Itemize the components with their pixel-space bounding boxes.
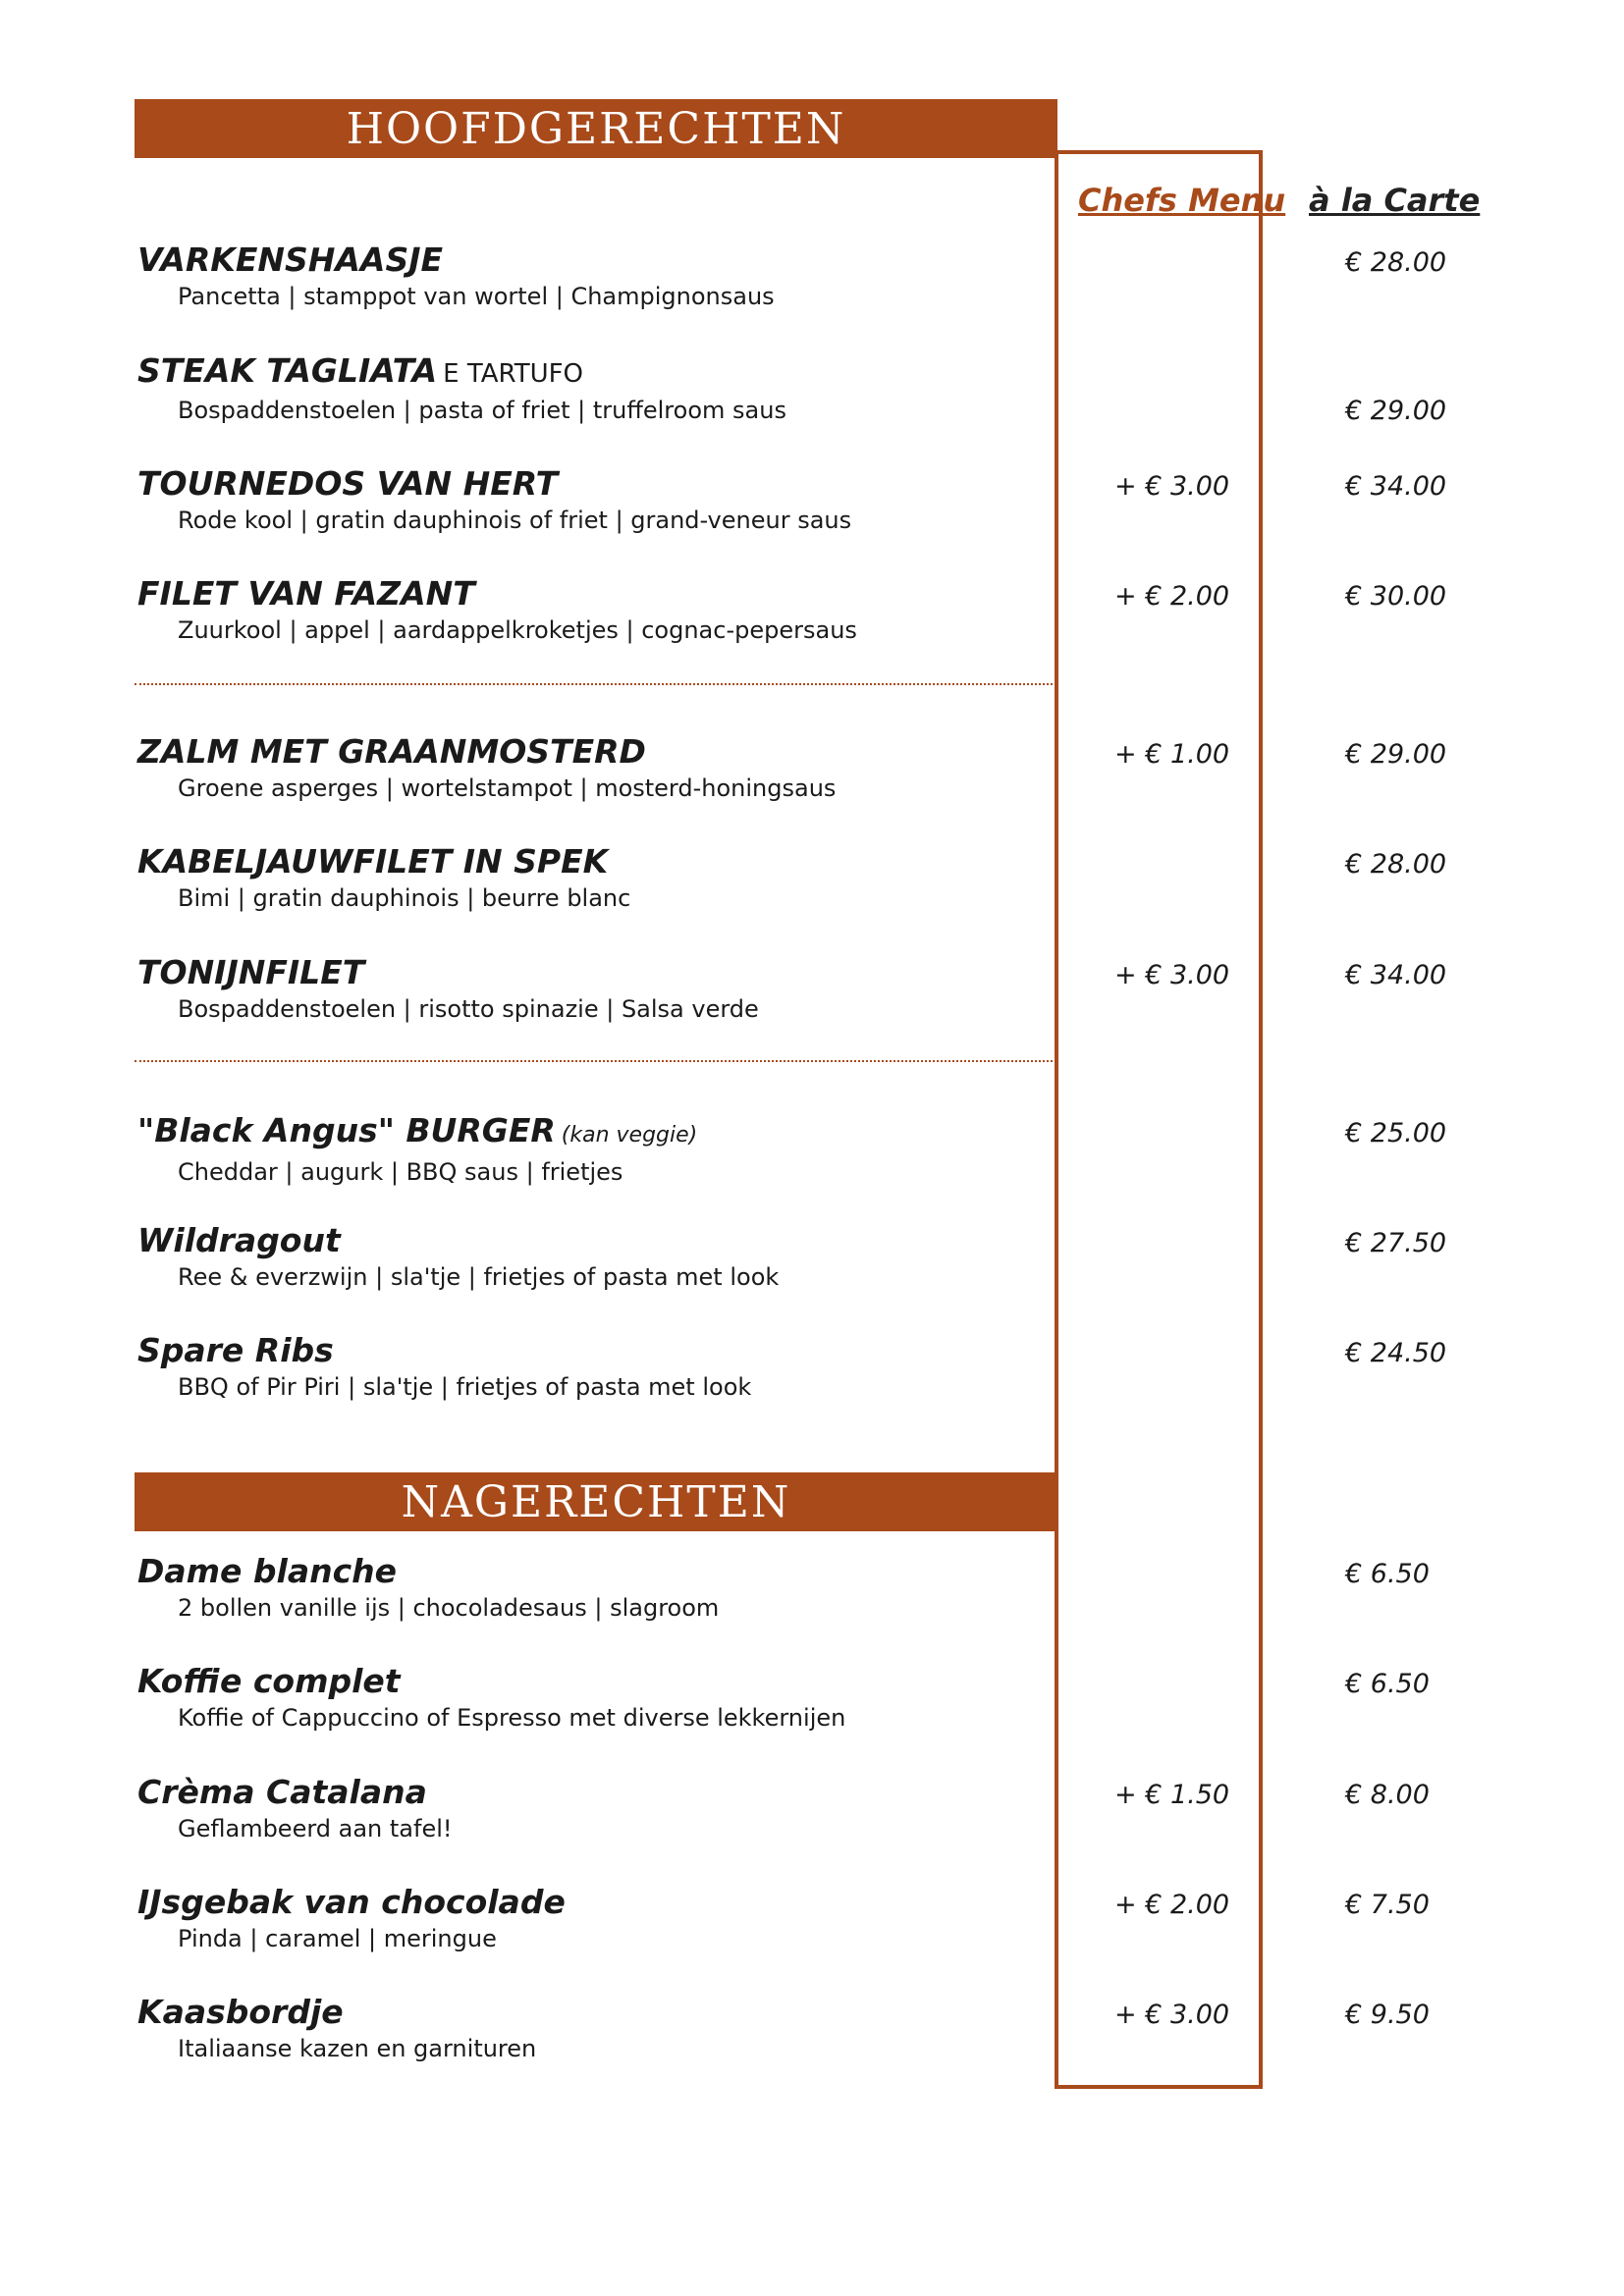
price-chefs-menu: + € 3.00 (1114, 2000, 1230, 2030)
price-chefs-menu: + € 2.00 (1114, 1890, 1230, 1920)
item-name: TONIJNFILET (137, 953, 365, 991)
section-divider (135, 1060, 1053, 1062)
item-description: Groene asperges | wortelstampot | mosterd-honingsaus (178, 774, 837, 802)
price-a-la-carte: € 7.50 (1345, 1890, 1430, 1920)
item-description: Geflambeerd aan tafel! (178, 1815, 453, 1842)
price-chefs-menu: + € 3.00 (1114, 960, 1230, 990)
item-name (137, 351, 1060, 394)
menu-item (137, 953, 1060, 1026)
price-chefs-menu: + € 3.00 (1114, 471, 1230, 502)
item-name: ZALM MET GRAANMOSTERD (137, 732, 646, 771)
item-description: Koffie of Cappuccino of Espresso met diverse lekkernijen (178, 1704, 846, 1732)
menu-item (137, 240, 1060, 313)
item-description: 2 bollen vanille ijs | chocoladesaus | slagroom (178, 1594, 720, 1622)
price-a-la-carte: € 25.00 (1345, 1118, 1447, 1148)
price-a-la-carte: € 29.00 (1345, 396, 1447, 426)
item-description: BBQ of Pir Piri | sla'tje | frietjes of pasta met look (178, 1373, 752, 1401)
menu-item (137, 1883, 1060, 1955)
price-chefs-menu: + € 2.00 (1114, 581, 1230, 612)
menu-item (137, 842, 1060, 915)
item-name-suffix: (kan veggie) (561, 1123, 698, 1148)
menu-item (137, 732, 1060, 805)
item-name: Koffie complet (137, 1662, 401, 1700)
price-a-la-carte: € 24.50 (1345, 1338, 1447, 1368)
item-description: Italiaanse kazen en garnituren (178, 2035, 537, 2062)
item-description: Bospaddenstoelen | risotto spinazie | Salsa verde (178, 995, 759, 1023)
item-name: Wildragout (137, 1221, 341, 1259)
column-header-a-la-carte: à la Carte (1309, 182, 1481, 219)
menu-item (137, 1993, 1060, 2065)
item-name-main: STEAK TAGLIATA (137, 351, 438, 390)
menu-item (137, 1773, 1060, 1845)
price-a-la-carte: € 6.50 (1345, 1669, 1430, 1699)
item-name: VARKENSHAASJE (137, 240, 444, 279)
price-a-la-carte: € 6.50 (1345, 1559, 1430, 1589)
menu-item (137, 1552, 1060, 1625)
menu-item (137, 574, 1060, 647)
item-description: Pancetta | stamppot van wortel | Champignonsaus (178, 283, 775, 310)
menu-item (137, 1111, 1060, 1189)
price-a-la-carte: € 28.00 (1345, 849, 1447, 880)
item-name: TOURNEDOS VAN HERT (137, 464, 559, 503)
price-a-la-carte: € 34.00 (1345, 960, 1447, 990)
item-description: Bospaddenstoelen | pasta of friet | truffelroom saus (178, 397, 786, 424)
price-a-la-carte: € 34.00 (1345, 471, 1447, 502)
section-divider (135, 683, 1053, 685)
item-name: Kaasbordje (137, 1993, 344, 2031)
item-name: Crèma Catalana (137, 1773, 427, 1811)
section-header-nagerechten: NAGERECHTEN (135, 1472, 1057, 1531)
price-a-la-carte: € 8.00 (1345, 1780, 1430, 1810)
price-a-la-carte: € 28.00 (1345, 247, 1447, 278)
item-name: Dame blanche (137, 1552, 398, 1590)
item-name: IJsgebak van chocolade (137, 1883, 566, 1921)
item-description: Bimi | gratin dauphinois | beurre blanc (178, 884, 631, 912)
price-chefs-menu: + € 1.50 (1114, 1780, 1230, 1810)
price-chefs-menu: + € 1.00 (1114, 739, 1230, 770)
price-a-la-carte: € 27.50 (1345, 1228, 1447, 1258)
section-header-hoofdgerechten: HOOFDGERECHTEN (135, 99, 1057, 158)
price-a-la-carte: € 29.00 (1345, 739, 1447, 770)
item-name: Spare Ribs (137, 1331, 334, 1369)
menu-item (137, 1221, 1060, 1294)
item-description: Ree & everzwijn | sla'tje | frietjes of pasta met look (178, 1263, 780, 1291)
item-name-main: "Black Angus" BURGER (137, 1111, 556, 1149)
item-name: KABELJAUWFILET IN SPEK (137, 842, 609, 881)
price-a-la-carte: € 30.00 (1345, 581, 1447, 612)
menu-item (137, 351, 1060, 427)
item-description: Pinda | caramel | meringue (178, 1925, 497, 1952)
price-a-la-carte: € 9.50 (1345, 2000, 1430, 2030)
item-description: Zuurkool | appel | aardappelkroketjes | cognac-pepersaus (178, 616, 857, 644)
column-header-chefs-menu: Chefs Menu (1078, 182, 1286, 219)
item-name (137, 1111, 1060, 1155)
item-name: FILET VAN FAZANT (137, 574, 475, 613)
item-description: Rode kool | gratin dauphinois of friet | grand-veneur saus (178, 507, 852, 534)
item-name-suffix: E TARTUFO (443, 359, 584, 389)
menu-item (137, 1662, 1060, 1735)
menu-item (137, 464, 1060, 537)
menu-item (137, 1331, 1060, 1404)
item-description: Cheddar | augurk | BBQ saus | frietjes (178, 1158, 623, 1186)
